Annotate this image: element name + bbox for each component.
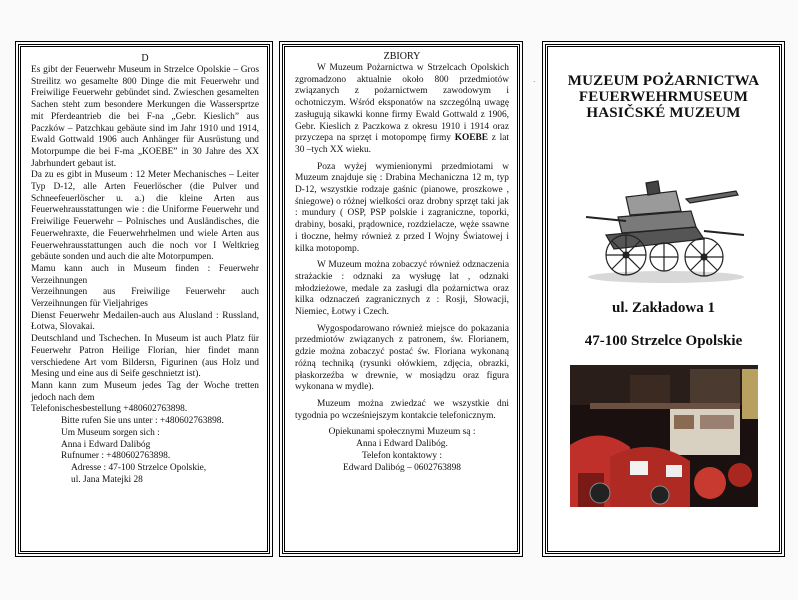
pl-contact-block [295, 427, 509, 474]
de-contact-line: Bitte rufen Sie uns unter : +480602763898. [61, 416, 224, 427]
de-paragraph-8: Telefonischesbestellung +480602763898. [31, 404, 188, 415]
pl-contact-line: Edward Dalibóg – 0602763898 [343, 462, 461, 473]
title-line-german: FEUERWEHRMUSEUM [578, 89, 749, 105]
koebe-bold: KOEBE [454, 133, 489, 144]
fold-mark: · [533, 78, 536, 86]
street-address: ul. Zakładowa 1 [612, 300, 715, 316]
panel-polish [282, 44, 520, 554]
city-address: 47-100 Strzelce Opolskie [584, 333, 743, 349]
de-paragraph-6: Deutschland und Tschechen. In Museum ist auch Platz für Feuerwehr Patron Heilige Florian, hier findet mann verschiedene Art vom Bildersn, Figurinen (aus Holz und Mesing und eine aus di Seife geschnietzt ist). [31, 334, 259, 380]
museum-exhibition-photo [570, 365, 758, 507]
pl-paragraph-2: Poza wyżej wymienionymi przedmiotami w Muzeum znajduje się : Drabina Mechaniczna 12 m, typ D-12, wszystkie rodzaje gaśnic (pianowe, proszkowe , śniegowe) o różnej wielkości oraz drobny sprzęt taki jak : mundury ( OSP, PSP polskie i zagraniczne, toporki, drabiny, bosaki, prądownice, rozdzielacze, węże ssawne i tłoczne, hełmy również z przed I Wojny Światowej i kilka motopomp. [295, 161, 509, 254]
cover-title [548, 73, 779, 121]
de-paragraph-1: Es gibt der Feuerwehr Museum in Strzelce Opolskie – Gros Streilitz wo gesamelte 800 Dinge die mit Feuerwehr und Freiwilige Feuerwehr gebündet sind. Zwieschen gesamelten Sachen steht zum besondere Merkungen die Wassersprtze mit Pferdeantrieb die bei F-na „Gebr. Kieslich” aus Paczków – Patzchkau gebäute sind im Jahr 1910 und 1914, Ewald Gottwald 1906 auch Anhänger für Ausrüstung und Motorpumpe die bei F-ma „KOEBE” in 30 Jahre des XX Jabrhundert gebaut ist. [31, 65, 259, 169]
pl-paragraph-1-text: W Muzeum Pożarnictwa w Strzelcach Opolskich zgromadzono aktualnie około 800 przedmiotów związanych z pożarnictwem zawodowym i ochotniczym. Wśród eksponatów na szczególną uwagę zasługują sikawki konne firmy Ewald Gottwald z 1906, Gebr. Kieslich z Paczkowa z okresu 1910 i 1914 oraz przyczepa na sprzęt i motopompę firmy [295, 63, 509, 144]
pl-contact-line: Opiekunami społecznymi Muzeum są : [328, 427, 476, 438]
pl-paragraph-1-end: z lat 30 –tych XX wieku. [295, 133, 510, 155]
de-paragraph-5: Dienst Feuerwehr Medailen-auch aus Alusland : Russland, Łotwa, Slovakai. [31, 310, 259, 333]
de-contact-line: Rufnumer : +480602763898. [61, 451, 171, 462]
pl-contact-line: Telefon kontaktowy : [361, 450, 443, 461]
panel-cover [545, 44, 782, 554]
de-paragraph-3: Mamu kann auch in Museum finden : Feuerwehr Verzeihnungen [31, 263, 259, 286]
title-line-czech: HASIČSKÉ MUZEUM [586, 105, 741, 121]
de-paragraph-4: Verzeihnungen aus Freiwilige Feuerwehr auch Verzeihnungen für Vieljahriges [31, 287, 259, 310]
title-line-polish: MUZEUM POŻARNICTWA [567, 73, 760, 89]
de-paragraph-7: Mann kann zum Museum jedes Tag der Woche tretten jedoch nach dem [31, 380, 259, 403]
de-contact-line: Anna i Edward Dalibóg [61, 439, 151, 450]
horse-drawn-fire-pump-illustration [586, 177, 746, 287]
pl-paragraph-1 [295, 63, 509, 157]
pl-paragraph-4: Wygospodarowano również miejsce do pokazania przedmiotów związanych z patronem, św. Florianem, gdzie można zobaczyć postać św. Floriana wykonaną różną techniką (rysunki ołówkiem, zdjęcia, obrazki, płaskorzeźba w drewnie, w mosiądzu oraz figura wykonana w mydle). [295, 323, 509, 393]
de-contact-line: ul. Jana Matejki 28 [71, 474, 143, 485]
pl-paragraph-5: Muzeum można zwiedzać we wszystkie dni tygodnia po wcześniejszym kontakcie telefonicznym. [295, 398, 509, 421]
de-contact-line: Adresse : 47-100 Strzelce Opolskie, [71, 462, 207, 473]
de-contact-line: Um Museum sorgen sich : [61, 427, 160, 438]
pl-paragraph-3: W Muzeum można zobaczyć również odznaczenia strażackie : odznaki za wysługę lat , odznaki młodzieżowe, medale za zasługi dla pożarnictwa oraz kilka odznaczeń zagranicznych z : Rosji, Słowacji, Niemiec, Łotwy i Czech. [295, 260, 509, 318]
de-contact-block [31, 416, 259, 486]
pl-contact-line: Anna i Edward Dalibóg. [356, 439, 448, 450]
panel-german [18, 44, 270, 554]
heading-zbiory: ZBIORY [383, 51, 421, 62]
de-paragraph-2: Da zu es gibt in Museum : 12 Meter Mechanisches – Leiter Typ D-12, alle Arten Feuerlöscher (die Pulver und Schneefeuerlöscher u. a.) die kleine Arten aus Feuerwehrausstattungen wie : die Uniforme Feuerwehr und Freiwilige Feuerwehr – Polnisches und Ausländisches, die Feuerwehraxte, die Feuerwehrhelmen und wiele Arten aus Feuerwehrausstattungen auch die noch vor I Weltkrieg gebäute sonden und auch die alte Motorpumpen. [31, 170, 259, 263]
heading-d: D [141, 53, 149, 64]
